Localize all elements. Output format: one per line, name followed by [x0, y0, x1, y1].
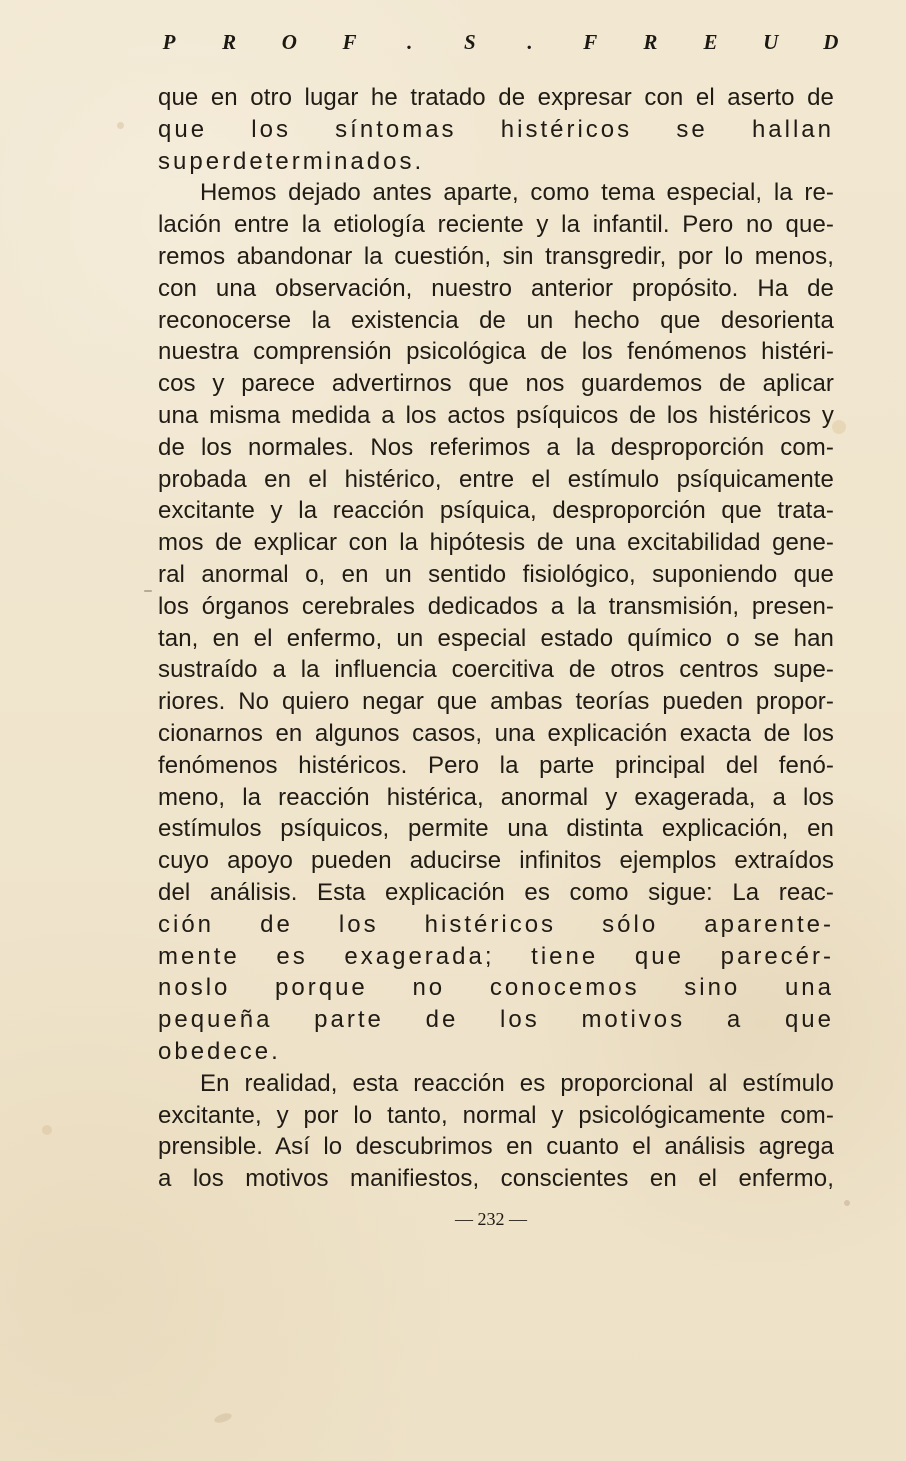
text-line: una misma medida a los actos psíquicos de los histéricos y [158, 401, 834, 429]
text-line: remos abandonar la cuestión, sin transgredir, por lo menos, [158, 242, 834, 270]
paper-stain [213, 1411, 233, 1424]
paper-stain [42, 1125, 52, 1135]
text-line: a los motivos manifiestos, conscientes en el enfermo, [158, 1165, 834, 1193]
text-line: probada en el histérico, entre el estímulo psíquicamente [158, 465, 834, 493]
paper-stain [117, 122, 124, 129]
text-line: meno, la reacción histérica, anormal y exagerada, a los [158, 783, 834, 811]
header-letter: D [823, 29, 839, 54]
text-line: ral anormal o, en un sentido fisiológico, suponiendo que [158, 560, 834, 588]
running-header [160, 28, 840, 56]
text-line: mente es exagerada; tiene que parecér- [158, 942, 834, 970]
header-letter: P [162, 29, 176, 54]
header-letter: R [643, 29, 658, 54]
text-line: obedece. [158, 1037, 281, 1065]
header-letter: R [222, 29, 237, 54]
text-line: ción de los histéricos sólo aparente- [158, 910, 834, 938]
ink-mark [144, 590, 152, 592]
header-letter: . [407, 29, 413, 54]
paper-stain [832, 420, 846, 434]
text-line: cionarnos en algunos casos, una explicación exacta de los [158, 719, 834, 747]
text-line: cuyo apoyo pueden aducirse infinitos ejemplos extraídos [158, 847, 834, 875]
text-line: pequeña parte de los motivos a que [158, 1006, 834, 1034]
paper-stain [844, 1200, 850, 1206]
header-letter: F [342, 29, 357, 54]
text-line: del análisis. Esta explicación es como sigue: La reac- [158, 878, 834, 906]
text-line: sustraído a la influencia coercitiva de otros centros supe- [158, 656, 834, 684]
text-line: fenómenos histéricos. Pero la parte principal del fenó- [158, 751, 834, 779]
text-line: mos de explicar con la hipótesis de una excitabilidad gene- [158, 529, 834, 557]
text-line: tan, en el enfermo, un especial estado químico o se han [158, 624, 834, 652]
header-letter: S [464, 29, 476, 54]
header-letter: O [281, 29, 297, 54]
text-line: de los normales. Nos referimos a la desproporción com- [158, 433, 834, 461]
text-line: noslo porque no conocemos sino una [158, 974, 834, 1002]
page-number: — 232 — [455, 1209, 527, 1229]
text-line: Hemos dejado antes aparte, como tema especial, la re- [200, 179, 834, 207]
page-body [158, 82, 834, 1195]
text-line: reconocerse la existencia de un hecho que desorienta [158, 306, 834, 334]
text-line: los órganos cerebrales dedicados a la transmisión, presen- [158, 592, 834, 620]
text-line: nuestra comprensión psicológica de los fenómenos histéri- [158, 338, 834, 366]
text-line: excitante, y por lo tanto, normal y psicológicamente com- [158, 1101, 834, 1129]
text-line: que en otro lugar he tratado de expresar con el aserto de [158, 84, 834, 111]
text-line: lación entre la etiología reciente y la infantil. Pero no que- [158, 211, 834, 239]
text-line: prensible. Así lo descubrimos en cuanto el análisis agrega [158, 1133, 834, 1161]
header-letter: E [703, 29, 718, 54]
header-letter: . [527, 29, 533, 54]
header-letter: F [583, 29, 598, 54]
text-line: que los síntomas histéricos se hallan [158, 115, 834, 143]
text-line: riores. No quiero negar que ambas teorías pueden propor- [158, 688, 834, 716]
text-line: con una observación, nuestro anterior propósito. Ha de [158, 274, 834, 302]
text-line: cos y parece advertirnos que nos guardemos de aplicar [158, 370, 834, 398]
text-line: superdeterminados. [158, 147, 425, 175]
header-letter: U [763, 29, 779, 54]
text-line: estímulos psíquicos, permite una distinta explicación, en [158, 815, 834, 843]
text-line: excitante y la reacción psíquica, desproporción que trata- [158, 497, 834, 525]
text-line: En realidad, esta reacción es proporcional al estímulo [200, 1069, 834, 1097]
